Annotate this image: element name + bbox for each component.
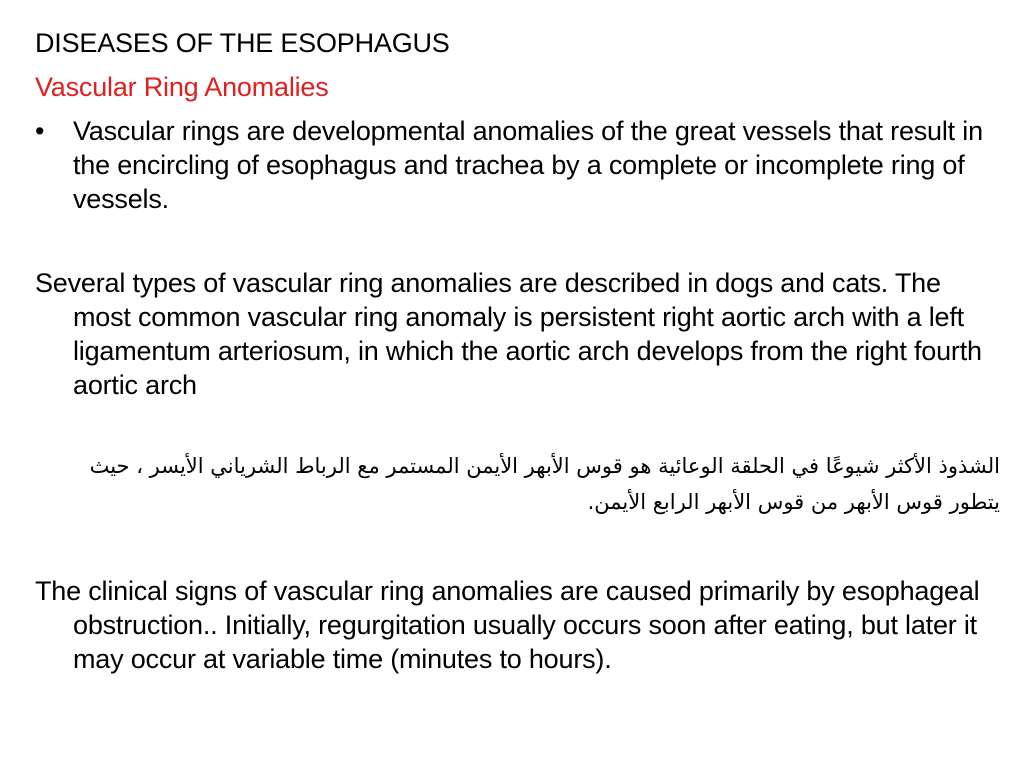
bullet-text: Vascular rings are developmental anomalies of the great vessels that result in the encircling of esophagus and trachea by a complete or incomplete ring of vessels.: [73, 116, 983, 214]
slide-subheading: Vascular Ring Anomalies: [35, 72, 329, 102]
bullet-item: [35, 114, 1000, 216]
paragraph-types: Several types of vascular ring anomalies are described in dogs and cats. The most common vascular ring anomaly is persistent right aortic arch with a left ligamentum arteriosum, in which the aortic arch develops from the right fourth aortic arch: [35, 268, 982, 400]
bullet-icon: •: [35, 116, 45, 146]
paragraph-clinical-signs: The clinical signs of vascular ring anomalies are caused primarily by esophageal obstruction.. Initially, regurgitation usually occurs soon after eating, but later it may occur at variable time (minutes to hours).: [35, 576, 980, 674]
arabic-translation: الشذوذ الأكثر شيوعًا في الحلقة الوعائية هو قوس الأبهر الأيمن المستمر مع الرباط الشرياني الأيسر ، حيث يتطور قوس الأبهر من قوس الأبهر الرابع الأيمن.: [89, 454, 1000, 514]
slide-heading: DISEASES OF THE ESOPHAGUS: [35, 28, 450, 58]
